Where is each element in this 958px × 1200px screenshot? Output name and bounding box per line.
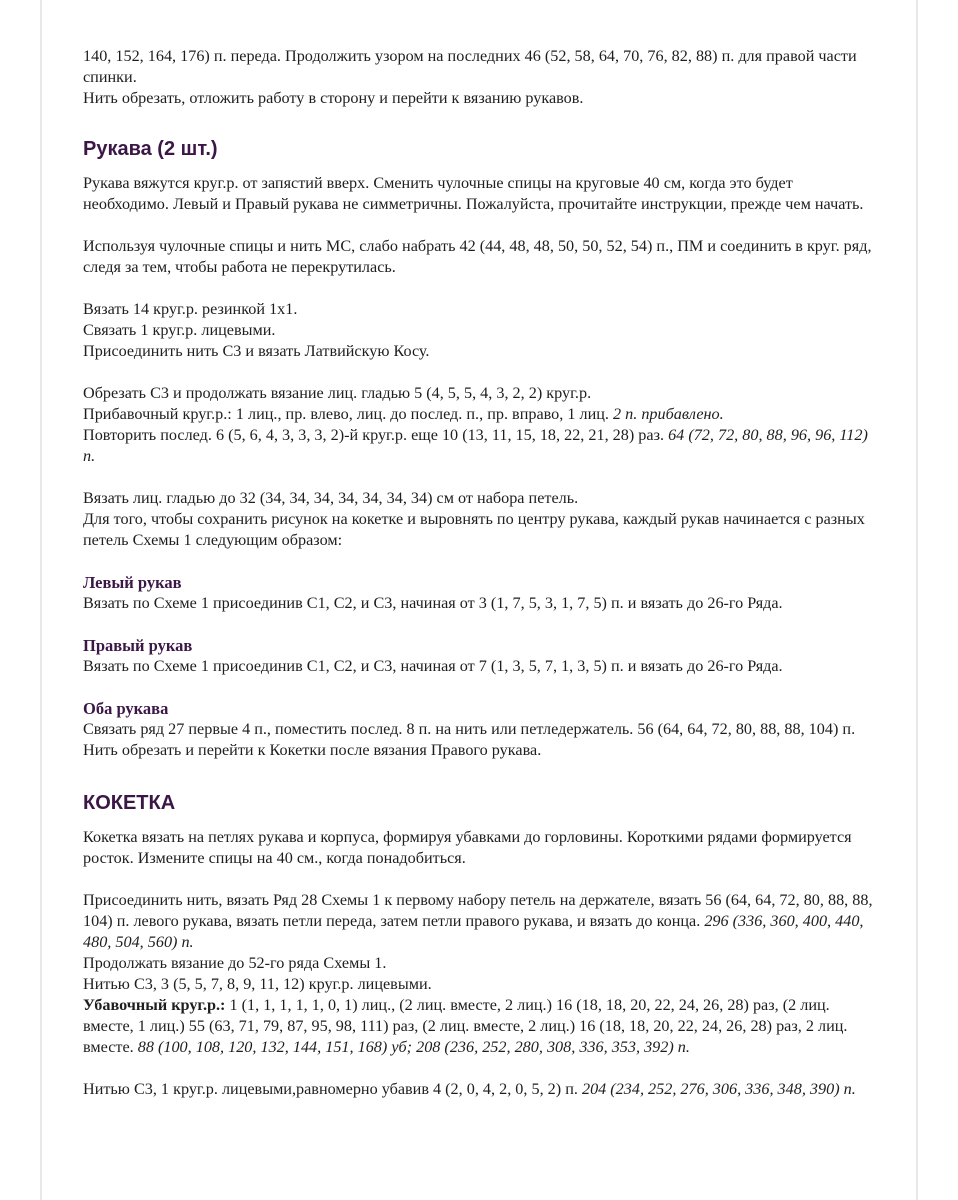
- final-decrease-line: Нитью С3, 1 круг.р. лицевыми,равномерно убавив 4 (2, 0, 4, 2, 0, 5, 2) п.: [83, 1080, 578, 1098]
- yoke-intro-paragraph: Кокетка вязать на петлях рукава и корпуса, формируя убавками до горловины. Короткими рядами формируется росток. Измените спицы на 40 см., когда понадобиться.: [83, 828, 852, 867]
- decrease-round-text: 1 (1, 1, 1, 1, 1, 0, 1) лиц., (2 лиц. вместе, 2 лиц.) 16 (18, 18, 20, 22, 24, 26, 28) раз, (2 лиц. вместе, 1 лиц.) 55 (63, 71, 79, 87, 95, 98, 111) раз, (2 лиц. вместе, 2 лиц.) 16 (18, 18, 20, 22, 24, 26, 28) раз, 2 лиц. вместе.: [83, 996, 848, 1056]
- both-sleeves-heading: Оба рукава: [83, 699, 169, 718]
- yoke-join-line: Присоединить нить, вязать Ряд 28 Схемы 1 к первому набору петель на держателе, вязать 56 (64, 64, 72, 80, 88, 88, 104) п. левого рукава, вязать петли переда, затем петли правого рукава, и вязать до конца.: [83, 891, 873, 930]
- document-body: [83, 46, 873, 1100]
- decrease-round-result: 88 (100, 108, 120, 132, 144, 151, 168) уб; 208 (236, 252, 280, 308, 336, 353, 392) п.: [137, 1038, 690, 1056]
- yoke-join-paragraph: [83, 890, 873, 1058]
- cast-on-paragraph: Используя чулочные спицы и нить МС, слабо набрать 42 (44, 48, 48, 50, 50, 52, 54) п., ПМ и соединить в круг. ряд, следя за тем, чтобы работа не перекрутилась.: [83, 237, 872, 276]
- yoke-continue-line: Продолжать вязание до 52-го ряда Схемы 1.: [83, 954, 387, 972]
- sleeves-heading: Рукава (2 шт.): [83, 138, 218, 160]
- yoke-heading: КОКЕТКА: [83, 792, 176, 814]
- stockinette-line: Обрезать С3 и продолжать вязание лиц. гладью 5 (4, 5, 5, 4, 3, 2, 2) круг.р.: [83, 384, 592, 402]
- increase-paragraph: [83, 383, 873, 467]
- final-decrease-result: 204 (234, 252, 276, 306, 336, 348, 390) п.: [581, 1080, 856, 1098]
- repeat-line: Повторить послед. 6 (5, 6, 4, 3, 3, 3, 2)-й круг.р. еще 10 (13, 11, 15, 18, 22, 21, 28) раз.: [83, 426, 665, 444]
- repeat-result: 64 (72, 72, 80, 88, 96, 96, 112) п.: [83, 426, 868, 465]
- left-sleeve-text: Вязать по Схеме 1 присоединив С1, С2, и С3, начиная от 3 (1, 7, 5, 3, 1, 7, 5) п. и вязать до 26-го Ряда.: [83, 594, 783, 612]
- both-sleeves-text: [83, 719, 873, 761]
- intro-line-1: 140, 152, 164, 176) п. переда. Продолжить узором на последних 46 (52, 58, 64, 70, 76, 82, 88) п. для правой части спинки.: [83, 47, 857, 86]
- knit-round-line: Связать 1 круг.р. лицевыми.: [83, 321, 276, 339]
- yoke-join-result: 296 (336, 360, 400, 440, 480, 504, 560) п.: [83, 912, 864, 951]
- increase-round-result: 2 п. прибавлено.: [613, 405, 724, 423]
- right-sleeve-heading: Правый рукав: [83, 636, 193, 655]
- length-paragraph: [83, 488, 873, 551]
- latvian-braid-line: Присоединить нить С3 и вязать Латвийскую Косу.: [83, 342, 430, 360]
- sleeves-intro-paragraph: Рукава вяжутся круг.р. от запястий вверх. Сменить чулочные спицы на круговые 40 см, когда это будет необходимо. Левый и Правый рукава не симметричны. Пожалуйста, прочитайте инструкции, прежде чем начать.: [83, 174, 864, 213]
- page-edge-right: [916, 0, 918, 1200]
- intro-paragraph: [83, 46, 873, 109]
- final-decrease-paragraph: [83, 1079, 873, 1100]
- decrease-round-label: Убавочный круг.р.:: [83, 996, 226, 1014]
- increase-round-line: Прибавочный круг.р.: 1 лиц., пр. влево, лиц. до послед. п., пр. вправо, 1 лиц.: [83, 405, 609, 423]
- length-line: Вязать лиц. гладью до 32 (34, 34, 34, 34, 34, 34, 34) см от набора петель.: [83, 489, 579, 507]
- both-sleeves-line-2: Нить обрезать и перейти к Кокетки после вязания Правого рукава.: [83, 741, 542, 759]
- chart-start-line: Для того, чтобы сохранить рисунок на кокетке и выровнять по центру рукава, каждый рукав начинается с разных петель Схемы 1 следующим образом:: [83, 510, 865, 549]
- left-sleeve-heading: Левый рукав: [83, 573, 182, 592]
- yoke-c3-line: Нитью С3, 3 (5, 5, 7, 8, 9, 11, 12) круг.р. лицевыми.: [83, 975, 432, 993]
- both-sleeves-line-1: Связать ряд 27 первые 4 п., поместить послед. 8 п. на нить или петледержатель. 56 (64, 64, 72, 80, 88, 88, 104) п.: [83, 720, 856, 738]
- ribbing-line: Вязать 14 круг.р. резинкой 1х1.: [83, 300, 298, 318]
- right-sleeve-text: Вязать по Схеме 1 присоединив С1, С2, и С3, начиная от 7 (1, 3, 5, 7, 1, 3, 5) п. и вязать до 26-го Ряда.: [83, 657, 783, 675]
- page-edge-left: [40, 0, 42, 1200]
- intro-line-2: Нить обрезать, отложить работу в сторону и перейти к вязанию рукавов.: [83, 89, 584, 107]
- ribbing-paragraph: [83, 299, 873, 362]
